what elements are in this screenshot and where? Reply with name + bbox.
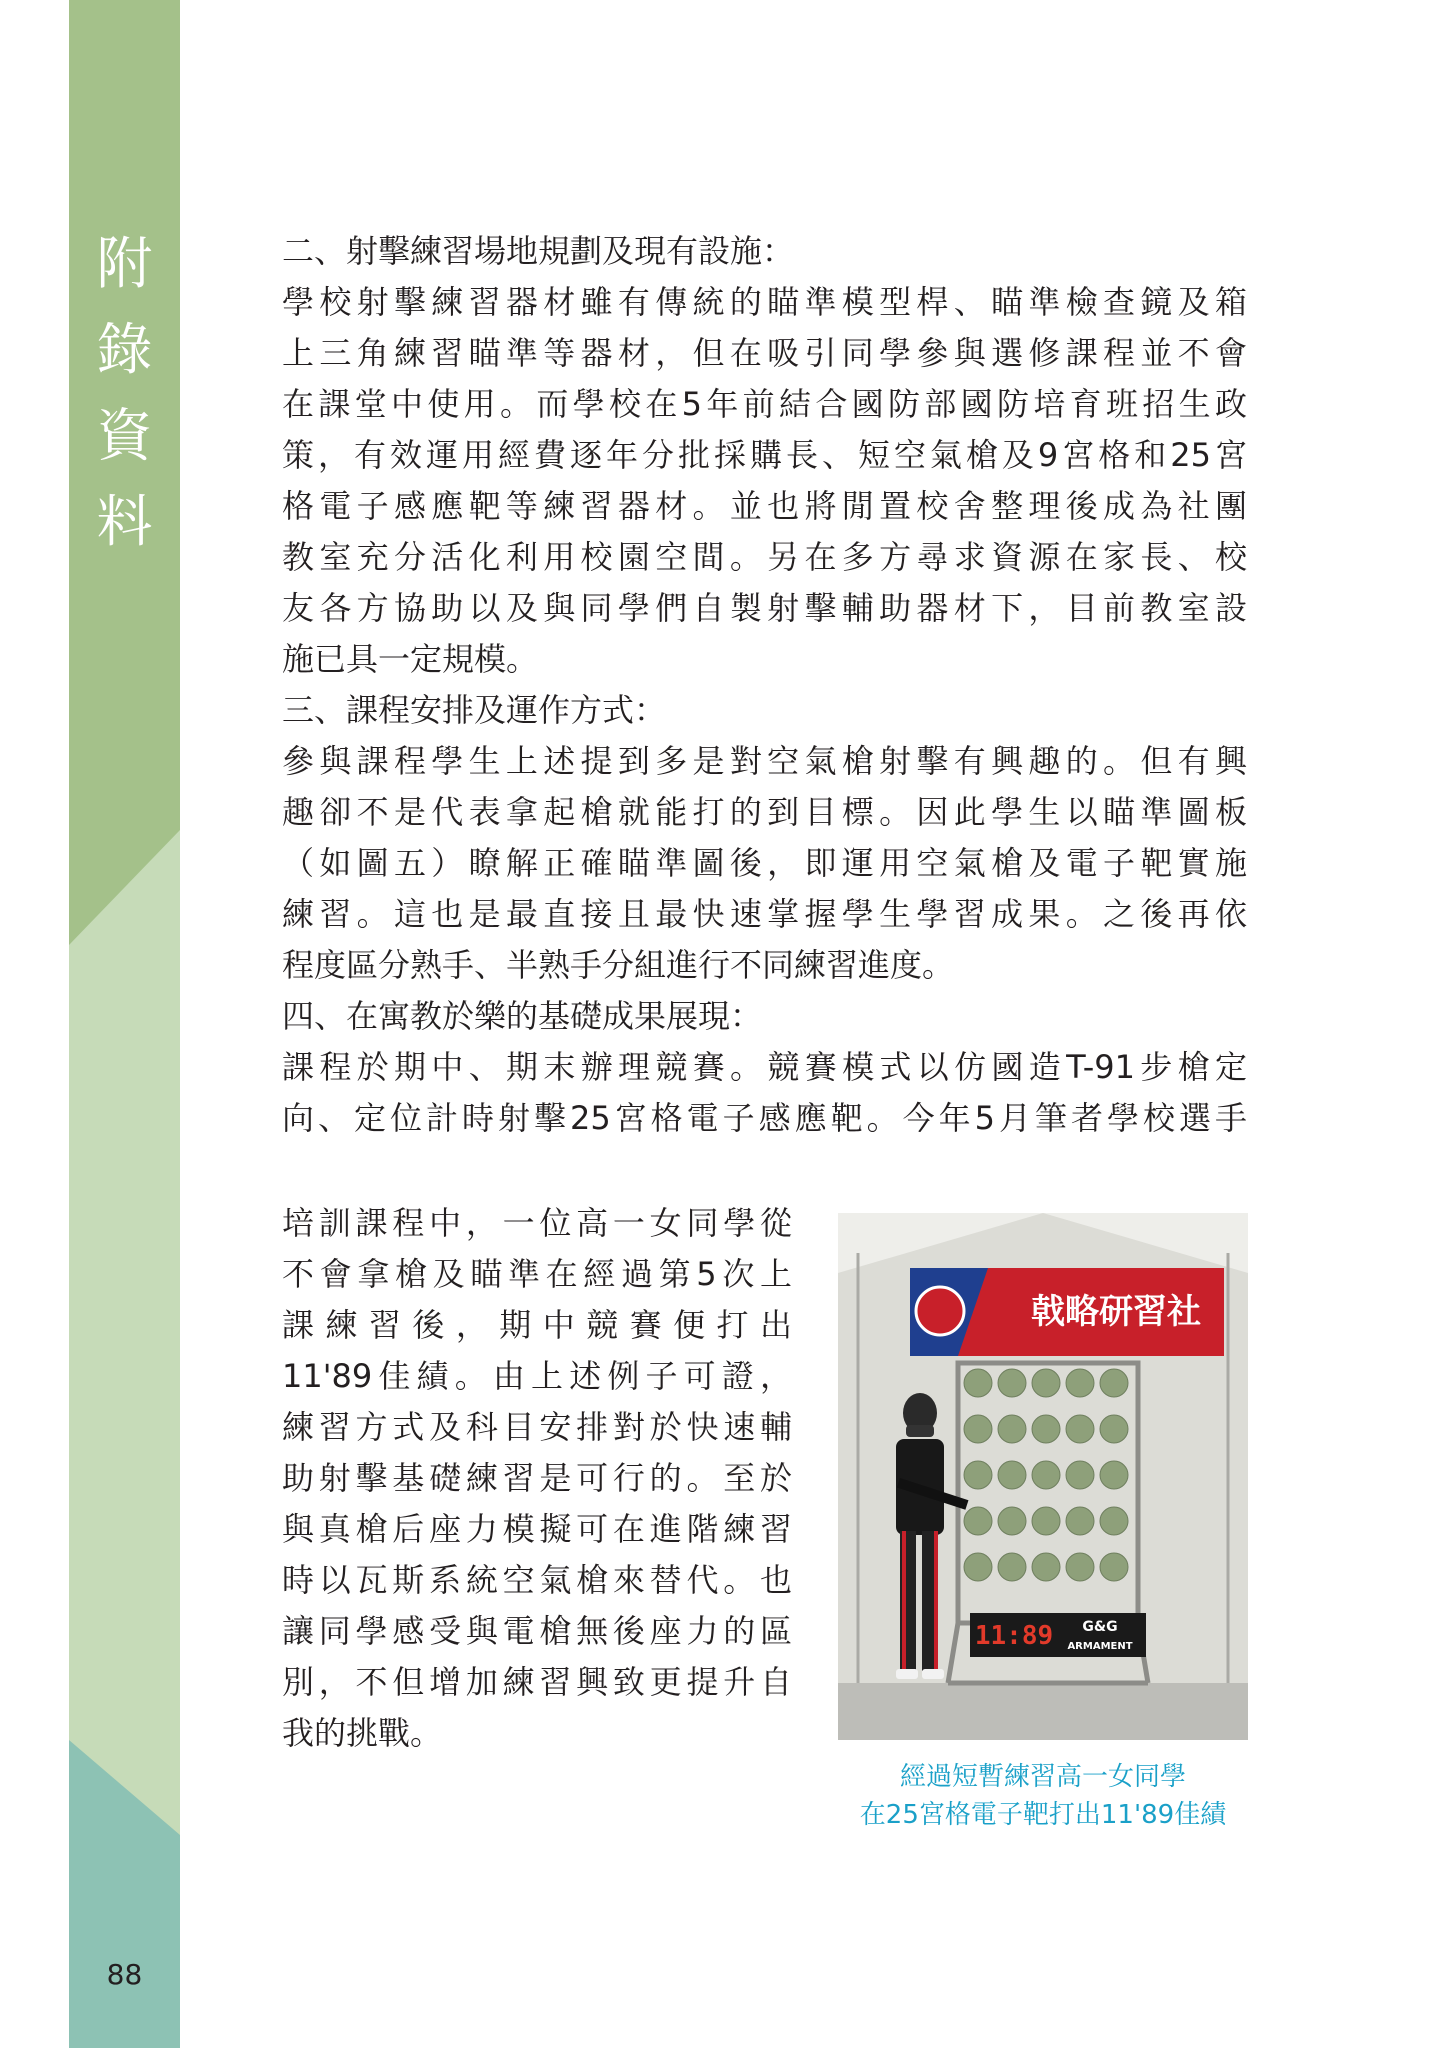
target-plate [964, 1369, 992, 1397]
text-line: 向、定位計時射擊25宮格電子感應靶。今年5月筆者學校選手 [282, 1099, 1247, 1137]
text-line: 上三角練習瞄準等器材，但在吸引同學參與選修課程並不會 [282, 334, 1247, 372]
target-plate [1066, 1507, 1094, 1535]
column-text [282, 1198, 792, 1759]
section-title-char: 資 [96, 404, 153, 469]
text-line: 學校射擊練習器材雖有傳統的瞄準模型桿、瞄準檢查鏡及箱 [282, 283, 1247, 321]
banner-text: 戟略研習社 [1031, 1292, 1201, 1332]
target-plate [998, 1507, 1026, 1535]
person-shoe [922, 1669, 944, 1679]
photo-caption [838, 1758, 1248, 1834]
target-plate [998, 1553, 1026, 1581]
text-line: 助射擊基礎練習是可行的。至於 [282, 1459, 792, 1497]
text-line: 不會拿槍及瞄準在經過第5次上 [282, 1255, 792, 1293]
target-plate [1100, 1507, 1128, 1535]
brand-text: G&G [1082, 1619, 1118, 1635]
text-line: 課練習後，期中競賽便打出 [282, 1306, 792, 1344]
club-emblem [916, 1287, 964, 1335]
target-plate [1100, 1461, 1128, 1489]
section-title-char: 錄 [96, 318, 153, 383]
text-line: 培訓課程中，一位高一女同學從 [282, 1204, 792, 1242]
target-plate [1066, 1369, 1094, 1397]
section-heading: 三、課程安排及運作方式： [282, 691, 667, 729]
target-plate [1032, 1369, 1060, 1397]
pants-stripe [902, 1531, 906, 1671]
target-plate [1066, 1415, 1094, 1443]
text-line: （如圖五）瞭解正確瞄準圖後，即運用空氣槍及電子靶實施 [282, 844, 1247, 882]
text-line: 參與課程學生上述提到多是對空氣槍射擊有興趣的。但有興 [282, 742, 1247, 780]
target-plate [1066, 1461, 1094, 1489]
target-plate [1032, 1553, 1060, 1581]
target-plate [1032, 1415, 1060, 1443]
text-line: 讓同學感受與電槍無後座力的區 [282, 1612, 792, 1650]
text-line: 課程於期中、期末辦理競賽。競賽模式以仿國造T-91步槍定 [282, 1048, 1247, 1086]
target-plate [998, 1369, 1026, 1397]
caption-line: 經過短暫練習高一女同學 [899, 1762, 1186, 1792]
sidebar-band-bottom [69, 1740, 180, 2048]
target-plate [1032, 1461, 1060, 1489]
target-plate [964, 1553, 992, 1581]
text-line: 趣卻不是代表拿起槍就能打的到目標。因此學生以瞄準圖板 [282, 793, 1247, 831]
floor [838, 1683, 1248, 1740]
text-line: 別，不但增加練習興致更提升自 [282, 1663, 792, 1701]
section-title-vertical [69, 222, 180, 566]
page-number: 88 [106, 1958, 143, 1991]
photo [838, 1213, 1248, 1740]
person-mask [906, 1425, 934, 1437]
target-plate [1066, 1553, 1094, 1581]
text-line: 11'89佳績。由上述例子可證， [282, 1357, 792, 1395]
section-title-char: 料 [96, 490, 153, 555]
text-line: 友各方協助以及與同學們自製射擊輔助器材下，目前教室設 [282, 589, 1247, 627]
target-plate [1100, 1369, 1128, 1397]
text-line: 施已具一定規模。 [282, 640, 539, 678]
text-line: 與真槍后座力模擬可在進階練習 [282, 1510, 792, 1548]
text-line: 在課堂中使用。而學校在5年前結合國防部國防培育班招生政 [282, 385, 1247, 423]
target-plate [964, 1507, 992, 1535]
target-plate [1032, 1507, 1060, 1535]
section-heading: 四、在寓教於樂的基礎成果展現： [282, 997, 763, 1035]
target-plate [1100, 1553, 1128, 1581]
text-line: 時以瓦斯系統空氣槍來替代。也 [282, 1561, 792, 1599]
pants-stripe [934, 1531, 938, 1671]
body-text [282, 226, 1247, 1144]
target-plate [964, 1415, 992, 1443]
photo-illustration [838, 1213, 1248, 1740]
text-line: 程度區分熟手、半熟手分組進行不同練習進度。 [282, 946, 955, 984]
timer-display: 11:89 [974, 1621, 1054, 1651]
target-plate [1100, 1415, 1128, 1443]
text-line: 策，有效運用經費逐年分批採購長、短空氣槍及9宮格和25宮 [282, 436, 1247, 474]
target-plate [964, 1461, 992, 1489]
section-title-char: 附 [96, 232, 153, 297]
person-shoe [896, 1669, 918, 1679]
text-line: 練習方式及科目安排對於快速輔 [282, 1408, 792, 1446]
brand-subtext: ARMAMENT [1067, 1641, 1133, 1652]
caption-line: 在25宮格電子靶打出11'89佳績 [859, 1800, 1227, 1830]
target-plate [998, 1461, 1026, 1489]
target-plate [998, 1415, 1026, 1443]
section-heading: 二、射擊練習場地規劃及現有設施： [282, 232, 795, 270]
text-line: 格電子感應靶等練習器材。並也將閒置校舍整理後成為社團 [282, 487, 1247, 525]
text-line: 練習。這也是最直接且最快速掌握學生學習成果。之後再依 [282, 895, 1247, 933]
text-line: 教室充分活化利用校園空間。另在多方尋求資源在家長、校 [282, 538, 1247, 576]
text-line: 我的挑戰。 [282, 1714, 443, 1752]
